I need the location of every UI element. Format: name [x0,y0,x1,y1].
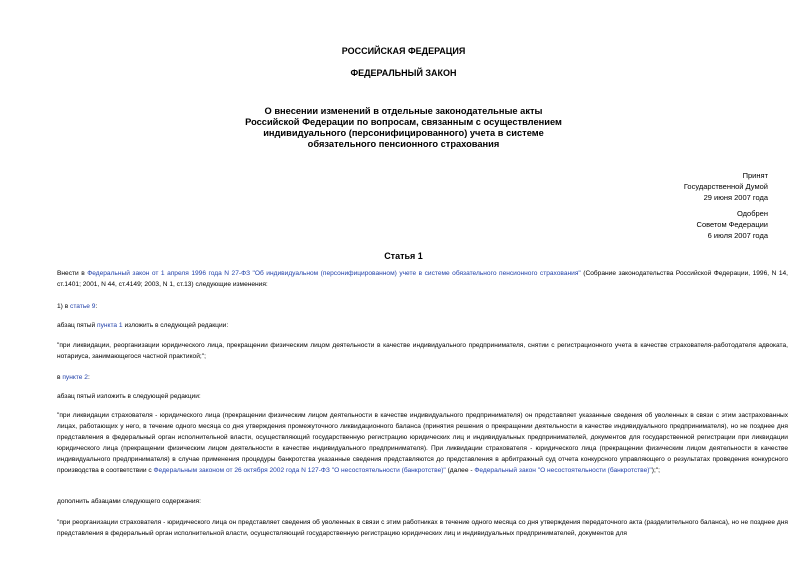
item-1-text: : [95,303,98,310]
approval-block [697,208,768,241]
document-type-heading: ФЕДЕРАЛЬНЫЙ ЗАКОН [350,68,457,78]
approval-line: 6 июля 2007 года [707,231,768,240]
item-1-text: 1) в [57,303,71,310]
adoption-line: 29 июня 2007 года [703,193,768,202]
quoted-text-2 [38,410,788,476]
quoted-text-3: "при реорганизации страхователя - юридического лица он представляет сведения об уволенных в связи с этим работниках в течение одного месяца со дня утверждения передаточного акта (разделительного баланса), но не позднее дня представления в федеральный орган исполнительной власти, осуществляющий государственную регистрацию юридических лиц и индивидуальных предпринимателей, документов для [57,519,788,537]
quoted-text: (далее - [445,467,475,474]
instruction-text: изложить в следующей редакции: [122,322,229,329]
article-heading: Статья 1 [384,251,423,261]
item-2-text: в [57,374,63,381]
intro-paragraph [38,268,788,290]
item-2-paragraph [38,372,788,383]
adoption-line: Принят [742,171,768,180]
intro-text: (Собрание законодательства Российской Федерации, 1996, N 14, ст.1401; 2001, N 44, ст.4149; 2003, N 1, ст.13) следующие изменения: [57,270,789,288]
law-title [0,106,807,150]
paragraph-5-instruction-2: абзац пятый изложить в следующей редакции: [57,393,201,400]
approval-line: Советом Федерации [696,220,768,229]
instruction-text: абзац пятый [57,322,98,329]
paragraph-5-instruction [38,320,788,331]
law-27fz-link[interactable]: Федеральный закон от 1 апреля 1996 года N 27-ФЗ "Об индивидуальном (персонифицированном) учете в системе обязательного пенсионного страхования" [87,270,581,277]
add-paragraphs-instruction: дополнить абзацами следующего содержания: [57,498,201,505]
bankruptcy-law-link[interactable]: Федеральный закон "О несостоятельности (банкротстве)" [474,467,652,474]
quoted-text: "при ликвидации страхователя - юридического лица (прекращении физическим лицом деятельности в качестве индивидуального предпринимателя) он представляет указанные сведения об уволенных в связи с этим застрахованных лицах, работающих у него, в течение одного месяца со дня утверждения промежуточного ликвидационного баланса (принятия решения о прекращении деятельности в качестве индивидуального предпринимателя), но не позднее дня представления в федеральный орган исполнительной власти, осуществляющий государственную регистрацию юридических лиц и индивидуальных предпринимателей, документов для государственной регистрации при ликвидации юридического лица (прекращении физическим лицом деятельности в качестве индивидуального предпринимателя). При ликвидации страхователя - юридического лица (прекращении физическим лицом деятельности в качестве индивидуального предпринимателя) в случае применения процедуры банкротства указанные сведения представляются до представления в арбитражный суд отчета конкурсного управляющего о результатах проведения конкурсного производства в соответствии с [57,412,788,474]
quoted-text: );"; [651,467,660,474]
item-1-paragraph [38,301,788,312]
item-2-text: : [87,374,90,381]
adoption-block [684,170,768,203]
country-heading: РОССИЙСКАЯ ФЕДЕРАЦИЯ [341,46,466,56]
clause-1-link[interactable]: пункта 1 [97,322,123,329]
quoted-text-1: "при ликвидации, реорганизации юридического лица, прекращении физическим лицом деятельности в качестве индивидуального предпринимателя, снятии с регистрационного учета в качестве страхователя-работодателя адвоката, нотариуса, занимающегося частной практикой;"; [57,342,788,360]
article-9-link[interactable]: статье 9 [70,303,96,310]
law-127fz-link[interactable]: Федеральным законом от 26 октября 2002 года N 127-ФЗ "О несостоятельности (банкротстве)" [153,467,446,474]
law-title-line: О внесении изменений в отдельные законодательные акты [264,106,543,116]
intro-text: Внести в [57,270,88,277]
law-title-line: индивидуального (персонифицированного) учета в системе [263,128,544,138]
law-title-line: обязательного пенсионного страхования [307,139,500,149]
adoption-line: Государственной Думой [683,182,768,191]
clause-2-link[interactable]: пункте 2 [62,374,88,381]
law-title-line: Российской Федерации по вопросам, связанным с осуществлением [245,117,562,127]
approval-line: Одобрен [737,209,768,218]
